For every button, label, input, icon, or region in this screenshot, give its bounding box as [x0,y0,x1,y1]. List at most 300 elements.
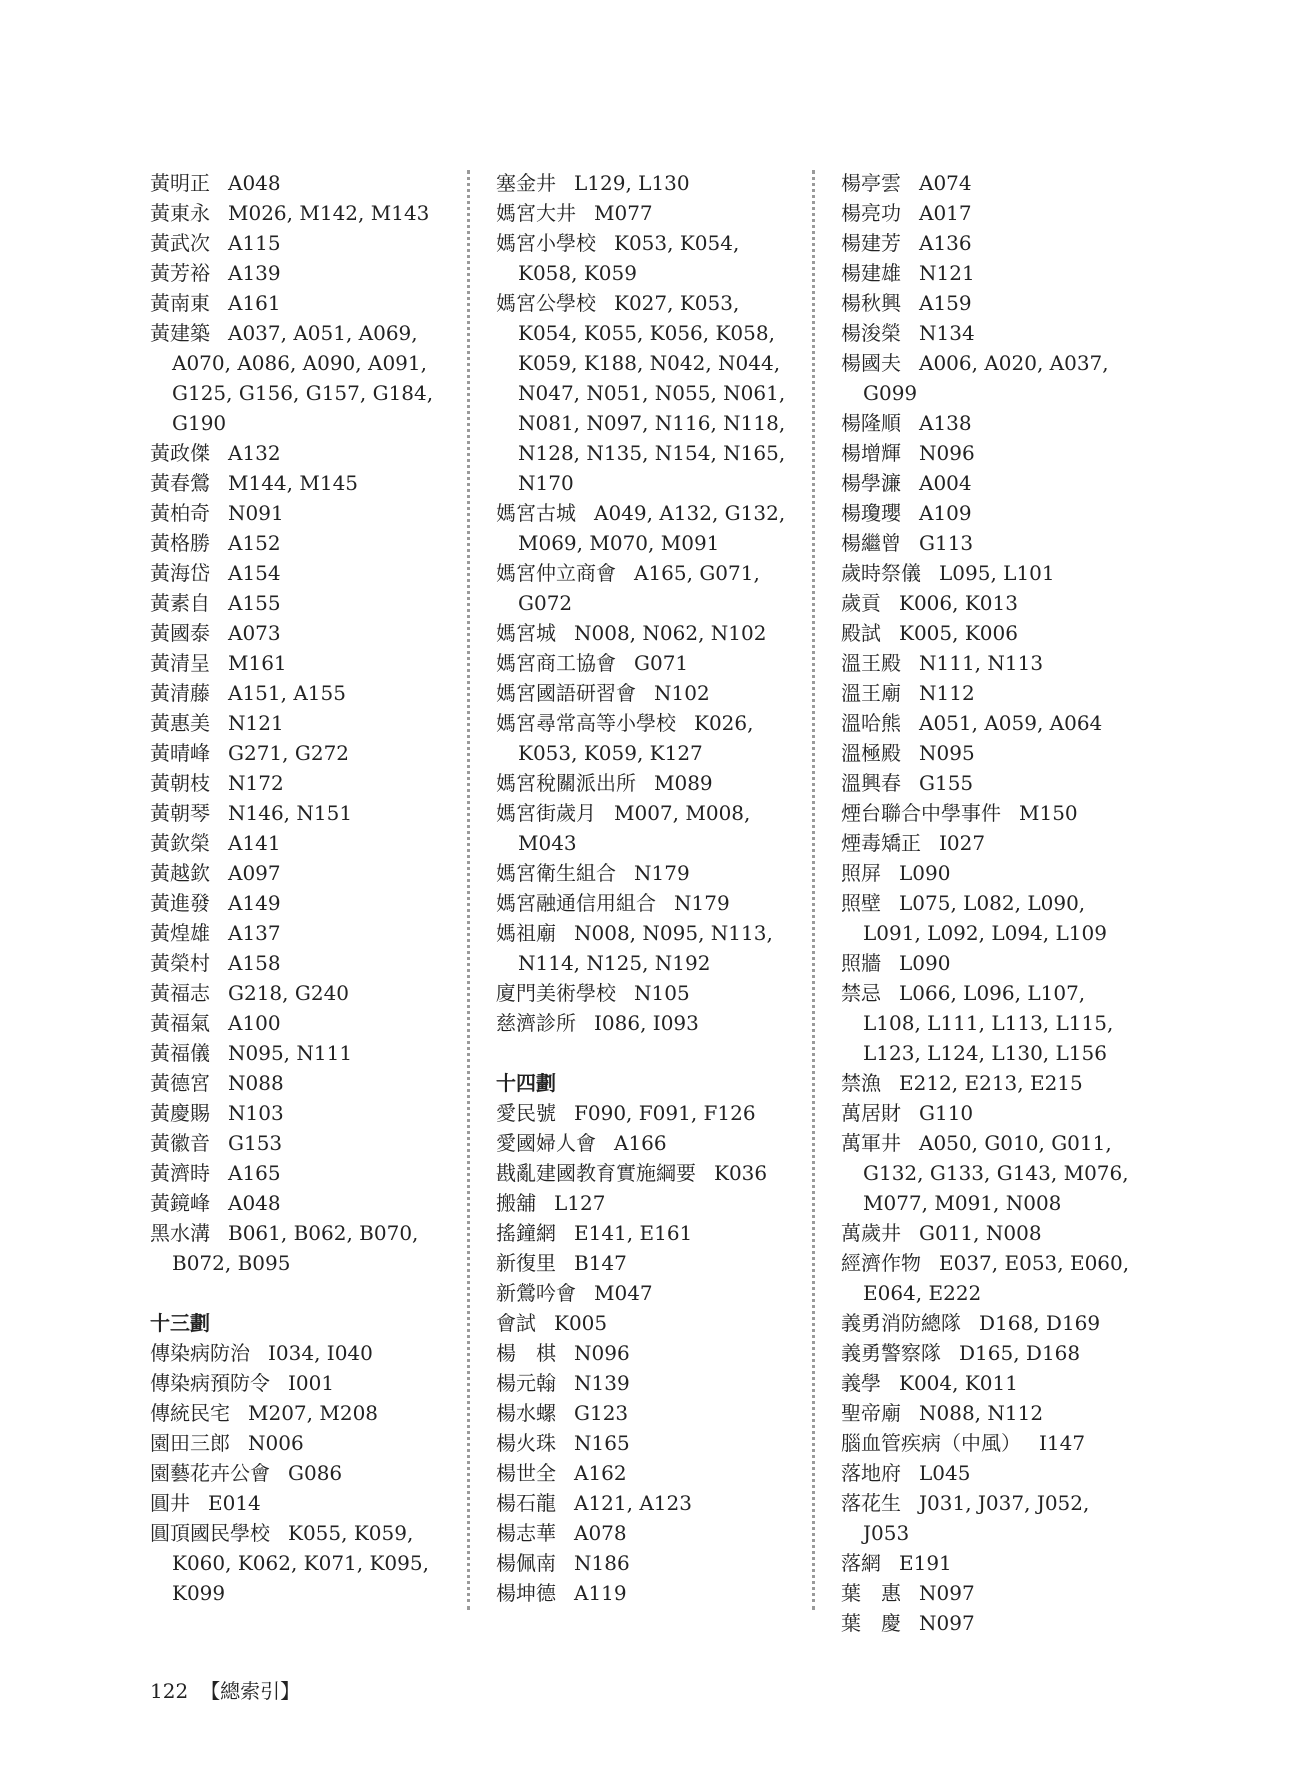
index-entry [150,1068,446,1098]
index-references: N008, N062, N102 [574,621,767,645]
index-entry [150,1518,446,1608]
index-entry [150,1428,446,1458]
index-term: 聖帝廟 [841,1401,901,1425]
index-entry [496,288,792,498]
index-entry [150,588,446,618]
index-term: 溫興春 [841,771,901,795]
index-term: 楊志華 [496,1521,556,1545]
index-term: 經濟作物 [841,1251,921,1275]
index-references: A165, G071, G072 [518,561,760,615]
index-references: N179 [634,861,690,885]
index-references: A074 [919,171,972,195]
index-entry [150,1188,446,1218]
index-references: A051, A059, A064 [919,711,1103,735]
index-references: M150 [1019,801,1078,825]
index-references: K026, K053, K059, K127 [518,711,754,765]
index-entry [496,228,792,288]
index-term: 黃惠美 [150,711,210,735]
index-term: 媽宮公學校 [496,291,596,315]
index-term: 媽宮衛生組合 [496,861,616,885]
index-term: 塞金井 [496,171,556,195]
index-entry [150,678,446,708]
index-term: 楊亮功 [841,201,901,225]
index-references: G110 [919,1101,974,1125]
index-term: 黃明正 [150,171,210,195]
index-references: G071 [634,651,689,675]
index-entry [841,828,1141,858]
index-references: E141, E161 [574,1221,693,1245]
stroke-section-heading: 十三劃 [150,1311,210,1335]
index-term: 黃欽榮 [150,831,210,855]
index-references: N186 [574,1551,630,1575]
index-term: 楊瓊瓔 [841,501,901,525]
index-term: 黃徽音 [150,1131,210,1155]
index-term: 黃朝枝 [150,771,210,795]
index-references: M144, M145 [228,471,359,495]
index-term: 愛國婦人會 [496,1131,596,1155]
index-term: 黃南東 [150,291,210,315]
index-entry [150,258,446,288]
index-entry [496,1428,792,1458]
index-references: N008, N095, N113, N114, N125, N192 [518,921,773,975]
index-term: 黃建築 [150,321,210,345]
index-term: 黃濟時 [150,1161,210,1185]
index-entry [150,708,446,738]
index-term: 黃進發 [150,891,210,915]
index-entry [150,948,446,978]
index-term: 媽宮大井 [496,201,576,225]
index-term: 楊隆順 [841,411,901,435]
index-references: A166 [614,1131,667,1155]
index-references: N097 [919,1581,975,1605]
index-term: 黃東永 [150,201,210,225]
index-term: 圓井 [150,1491,190,1515]
index-term: 腦血管疾病（中風） [841,1431,1021,1455]
index-entry [841,438,1141,468]
index-entry [150,1128,446,1158]
index-term: 落花生 [841,1491,901,1515]
index-term: 新復里 [496,1251,556,1275]
index-references: L090 [899,951,951,975]
index-term: 園藝花卉公會 [150,1461,270,1485]
index-references: A048 [228,1191,281,1215]
index-entry [496,888,792,918]
index-entry [496,1488,792,1518]
index-entry [496,918,792,978]
index-term: 楊坤德 [496,1581,556,1605]
index-entry [841,888,1141,948]
index-references: M077 [594,201,653,225]
index-references: M207, M208 [248,1401,379,1425]
index-term: 楊學濂 [841,471,901,495]
index-entry [150,828,446,858]
index-references: N097 [919,1611,975,1635]
index-entry [150,858,446,888]
index-references: A049, A132, G132, M069, M070, M091 [518,501,786,555]
index-term: 媽宮融通信用組合 [496,891,656,915]
index-term: 黃福氣 [150,1011,210,1035]
index-entry [841,1248,1141,1308]
index-entry [150,1008,446,1038]
index-entry [150,1398,446,1428]
index-references: A151, A155 [228,681,346,705]
index-entry [496,1008,792,1038]
index-entry [150,318,446,438]
index-term: 楊佩南 [496,1551,556,1575]
index-references: G011, N008 [919,1221,1042,1245]
index-term: 媽宮國語研習會 [496,681,636,705]
index-references: A136 [919,231,972,255]
index-term: 會試 [496,1311,536,1335]
index-term: 楊水螺 [496,1401,556,1425]
index-entry [150,918,446,948]
index-references: A161 [228,291,281,315]
index-references: A165 [228,1161,281,1185]
index-term: 圓頂國民學校 [150,1521,270,1545]
index-references: G271, G272 [228,741,350,765]
index-references: A162 [574,1461,627,1485]
index-references: G113 [919,531,974,555]
index-references: K005 [554,1311,608,1335]
index-references: M026, M142, M143 [228,201,430,225]
index-references: N165 [574,1431,630,1455]
index-entry [841,1608,1141,1638]
index-term: 照屏 [841,861,881,885]
index-references: A132 [228,441,281,465]
index-references: L045 [919,1461,971,1485]
index-references: N111, N113 [919,651,1044,675]
index-term: 楊元翰 [496,1371,556,1395]
index-entry [496,1098,792,1128]
index-entry [841,528,1141,558]
index-entry [841,468,1141,498]
index-term: 黃榮村 [150,951,210,975]
index-entry [150,1218,446,1278]
index-term: 戡亂建國教育實施綱要 [496,1161,696,1185]
index-term: 煙毒矯正 [841,831,921,855]
index-references: K005, K006 [899,621,1018,645]
index-references: A121, A123 [574,1491,692,1515]
index-references: F090, F091, F126 [574,1101,756,1125]
index-term: 照牆 [841,951,881,975]
index-entry [841,498,1141,528]
index-entry [841,1578,1141,1608]
index-entry [841,948,1141,978]
page-footer [150,1676,300,1706]
index-references: A078 [574,1521,627,1545]
index-references: A115 [228,231,281,255]
index-term: 媽宮城 [496,621,556,645]
index-term: 溫極殿 [841,741,901,765]
index-term: 傳染病防治 [150,1341,250,1365]
index-term: 萬歲井 [841,1221,901,1245]
column-divider [467,170,470,1610]
index-term: 歲時祭儀 [841,561,921,585]
index-references: L090 [899,861,951,885]
index-term: 黃芳裕 [150,261,210,285]
index-term: 黃海岱 [150,561,210,585]
index-entry [496,708,792,768]
stroke-section-heading: 十四劃 [496,1071,556,1095]
index-term: 萬居財 [841,1101,901,1125]
index-term: 黃柏奇 [150,501,210,525]
index-entry [150,198,446,228]
index-entry [150,978,446,1008]
index-term: 搖鐘網 [496,1221,556,1245]
index-entry [150,1368,446,1398]
index-entry [496,1248,792,1278]
index-entry [150,558,446,588]
index-entry [496,1188,792,1218]
index-entry [841,408,1141,438]
index-term: 黃慶賜 [150,1101,210,1125]
index-references: L075, L082, L090, L091, L092, L094, L109 [863,891,1107,945]
index-references: M047 [594,1281,653,1305]
index-references: L129, L130 [574,171,690,195]
index-references: L095, L101 [939,561,1055,585]
index-entry [150,168,446,198]
index-references: L127 [554,1191,606,1215]
index-entry [150,1098,446,1128]
index-references: B147 [574,1251,627,1275]
index-references: A097 [228,861,281,885]
index-references: E212, E213, E215 [899,1071,1083,1095]
index-references: N088 [228,1071,284,1095]
index-term: 楊國夫 [841,351,901,375]
index-entry [841,798,1141,828]
index-term: 愛民號 [496,1101,556,1125]
index-entry [150,1458,446,1488]
index-column-3 [841,168,1141,1638]
index-entry [496,1128,792,1158]
index-entry [496,858,792,888]
index-references: K006, K013 [899,591,1018,615]
index-term: 黃煌雄 [150,921,210,945]
index-entry [150,1488,446,1518]
index-entry [496,1218,792,1248]
index-references: A048 [228,171,281,195]
index-entry [496,1338,792,1368]
index-entry [496,1548,792,1578]
index-term: 楊亭雲 [841,171,901,195]
index-term: 黃越欽 [150,861,210,885]
index-entry [841,558,1141,588]
index-entry [841,1068,1141,1098]
index-references: M161 [228,651,287,675]
index-references: K053, K054, K058, K059 [518,231,740,285]
index-references: G153 [228,1131,283,1155]
index-references: N088, N112 [919,1401,1044,1425]
index-references: N179 [674,891,730,915]
index-term: 溫哈熊 [841,711,901,735]
index-term: 楊增輝 [841,441,901,465]
index-term: 媽宮商工協會 [496,651,616,675]
index-references: K055, K059, K060, K062, K071, K095, K099 [172,1521,429,1605]
index-references: N096 [919,441,975,465]
index-entry [841,228,1141,258]
index-entry [496,1308,792,1338]
index-entry [841,1548,1141,1578]
index-references: A155 [228,591,281,615]
index-references: N121 [919,261,975,285]
index-entry [496,1458,792,1488]
index-term: 楊石龍 [496,1491,556,1515]
index-term: 楊秋興 [841,291,901,315]
index-references: N121 [228,711,284,735]
index-term: 黑水溝 [150,1221,210,1245]
index-term: 黃武次 [150,231,210,255]
index-references: N172 [228,771,284,795]
index-entry [841,858,1141,888]
index-term: 媽祖廟 [496,921,556,945]
index-entry [150,888,446,918]
index-term: 黃清藤 [150,681,210,705]
index-term: 煙台聯合中學事件 [841,801,1001,825]
index-entry [496,648,792,678]
index-references: B061, B062, B070, B072, B095 [172,1221,419,1275]
index-entry [150,498,446,528]
index-term: 楊繼曾 [841,531,901,555]
index-term: 黃春鶯 [150,471,210,495]
index-term: 萬軍井 [841,1131,901,1155]
index-entry [150,438,446,468]
index-references: K027, K053, K054, K055, K056, K058, K059, K188, N042, N044, N047, N051, N055, N061, N081, N097, N116, N118, N128, N135, N154, N165, N170 [518,291,786,495]
index-entry [496,1578,792,1608]
index-term: 慈濟診所 [496,1011,576,1035]
index-entry [496,768,792,798]
index-entry [150,798,446,828]
index-entry [841,618,1141,648]
index-references: A004 [919,471,972,495]
index-term: 媽宮古城 [496,501,576,525]
index-entry [841,1128,1141,1218]
index-entry [496,1368,792,1398]
index-entry [496,558,792,618]
index-entry [150,1338,446,1368]
index-references: A100 [228,1011,281,1035]
index-references: A109 [919,501,972,525]
index-term: 楊建芳 [841,231,901,255]
index-term: 葉 慶 [841,1611,901,1635]
index-references: A158 [228,951,281,975]
index-references: A006, A020, A037, G099 [863,351,1109,405]
index-entry [841,768,1141,798]
index-column-2 [496,168,792,1608]
index-column-1 [150,168,446,1608]
index-entry [841,648,1141,678]
index-entry [841,168,1141,198]
index-references: N091 [228,501,284,525]
index-term: 黃國泰 [150,621,210,645]
index-term: 黃朝琴 [150,801,210,825]
index-term: 溫王廟 [841,681,901,705]
index-entry [841,708,1141,738]
index-references: N105 [634,981,690,1005]
index-entry [841,318,1141,348]
index-references: A139 [228,261,281,285]
index-entry [496,498,792,558]
index-term: 黃德宮 [150,1071,210,1095]
index-entry [150,1158,446,1188]
index-references: J031, J037, J052, J053 [863,1491,1090,1545]
index-references: A149 [228,891,281,915]
index-entry [496,798,792,858]
index-term: 黃晴峰 [150,741,210,765]
index-entry [841,1308,1141,1338]
index-references: I001 [288,1371,335,1395]
index-term: 落地府 [841,1461,901,1485]
index-term: 義勇警察隊 [841,1341,941,1365]
index-term: 搬舖 [496,1191,536,1215]
index-references: N112 [919,681,975,705]
index-entry [841,1458,1141,1488]
index-references: A154 [228,561,281,585]
index-references: A137 [228,921,281,945]
index-entry [496,1278,792,1308]
index-entry [496,978,792,1008]
index-entry [496,1158,792,1188]
index-entry [841,1098,1141,1128]
index-references: A152 [228,531,281,555]
index-term: 黃福儀 [150,1041,210,1065]
index-term: 義學 [841,1371,881,1395]
index-entry [150,228,446,258]
index-references: I034, I040 [268,1341,373,1365]
index-references: E191 [899,1551,952,1575]
index-term: 新鶯吟會 [496,1281,576,1305]
index-entry [841,1398,1141,1428]
index-term: 禁忌 [841,981,881,1005]
index-references: I086, I093 [594,1011,699,1035]
index-entry [150,648,446,678]
index-term: 葉 惠 [841,1581,901,1605]
index-entry [841,1428,1141,1458]
index-term: 義勇消防總隊 [841,1311,961,1335]
index-term: 楊火珠 [496,1431,556,1455]
index-term: 媽宮街歲月 [496,801,596,825]
index-term: 楊浚榮 [841,321,901,345]
index-entry [841,678,1141,708]
page-number: 122 [150,1679,189,1703]
index-references: A159 [919,291,972,315]
index-entry [841,978,1141,1068]
index-entry [150,528,446,558]
index-references: N146, N151 [228,801,353,825]
index-references: N006 [248,1431,304,1455]
index-references: N139 [574,1371,630,1395]
index-references: I027 [939,831,986,855]
index-entry [496,168,792,198]
index-references: M089 [654,771,713,795]
index-term: 楊 棋 [496,1341,556,1365]
index-entry [841,1218,1141,1248]
index-references: G155 [919,771,974,795]
index-term: 落網 [841,1551,881,1575]
index-term: 照壁 [841,891,881,915]
index-references: D165, D168 [959,1341,1081,1365]
index-entry [150,768,446,798]
index-references: N096 [574,1341,630,1365]
index-term: 黃素自 [150,591,210,615]
index-entry [150,738,446,768]
index-references: A017 [919,201,972,225]
index-references: N102 [654,681,710,705]
index-term: 黃鏡峰 [150,1191,210,1215]
index-term: 媽宮稅關派出所 [496,771,636,795]
index-term: 媽宮仲立商會 [496,561,616,585]
index-term: 黃清呈 [150,651,210,675]
index-entry [150,468,446,498]
